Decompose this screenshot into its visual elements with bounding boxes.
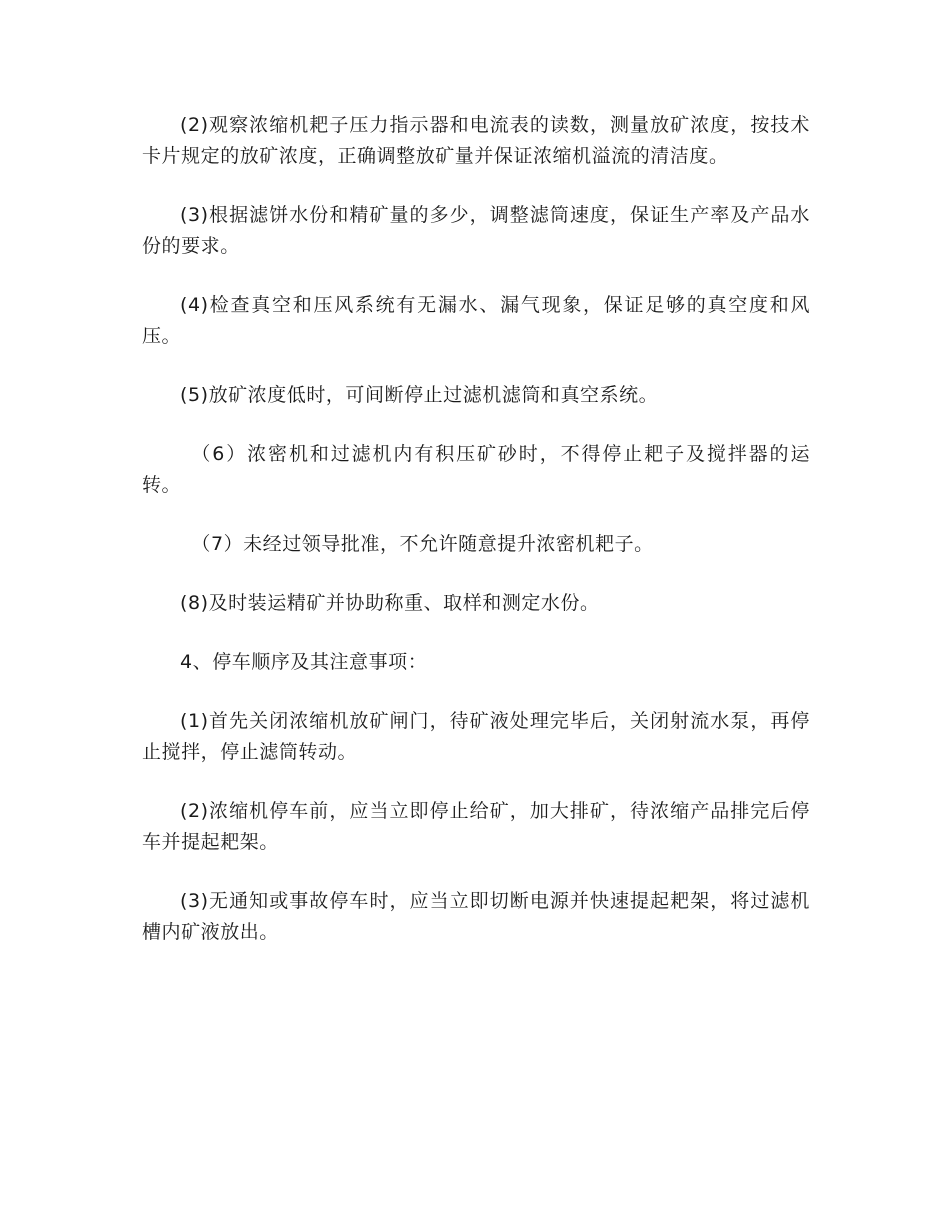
paragraph-8: (8)及时装运精矿并协助称重、取样和测定水份。 — [180, 592, 600, 614]
paragraph-5: (5)放矿浓度低时，可间断停止过滤机滤筒和真空系统。 — [180, 384, 659, 406]
paragraph-7: （7）未经过领导批准，不允许随意提升浓密机耙子。 — [191, 533, 654, 555]
section-heading-shutdown: 4、停车顺序及其注意事项： — [180, 651, 428, 673]
paragraph-3: (3)根据滤饼水份和精矿量的多少，调整滤筒速度，保证生产率及产品水份的要求。 — [142, 204, 810, 257]
paragraph-2: (2)观察浓缩机耙子压力指示器和电流表的读数，测量放矿浓度，按技术卡片规定的放矿浓度，正确调整放矿量并保证浓缩机溢流的清洁度。 — [142, 114, 810, 167]
shutdown-step-2: (2)浓缩机停车前，应当立即停止给矿，加大排矿，待浓缩产品排完后停车并提起耙架。 — [142, 800, 810, 853]
shutdown-step-3: (3)无通知或事故停车时，应当立即切断电源并快速提起耙架，将过滤机槽内矿液放出。 — [142, 890, 810, 943]
document-body — [142, 110, 810, 976]
paragraph-4: (4)检查真空和压风系统有无漏水、漏气现象，保证足够的真空度和风压。 — [142, 294, 810, 347]
paragraph-6: （6）浓密机和过滤机内有积压矿砂时，不得停止耙子及搅拌器的运转。 — [142, 443, 810, 496]
shutdown-step-1: (1)首先关闭浓缩机放矿闸门，待矿液处理完毕后，关闭射流水泵，再停止搅拌，停止滤筒转动。 — [142, 710, 810, 763]
